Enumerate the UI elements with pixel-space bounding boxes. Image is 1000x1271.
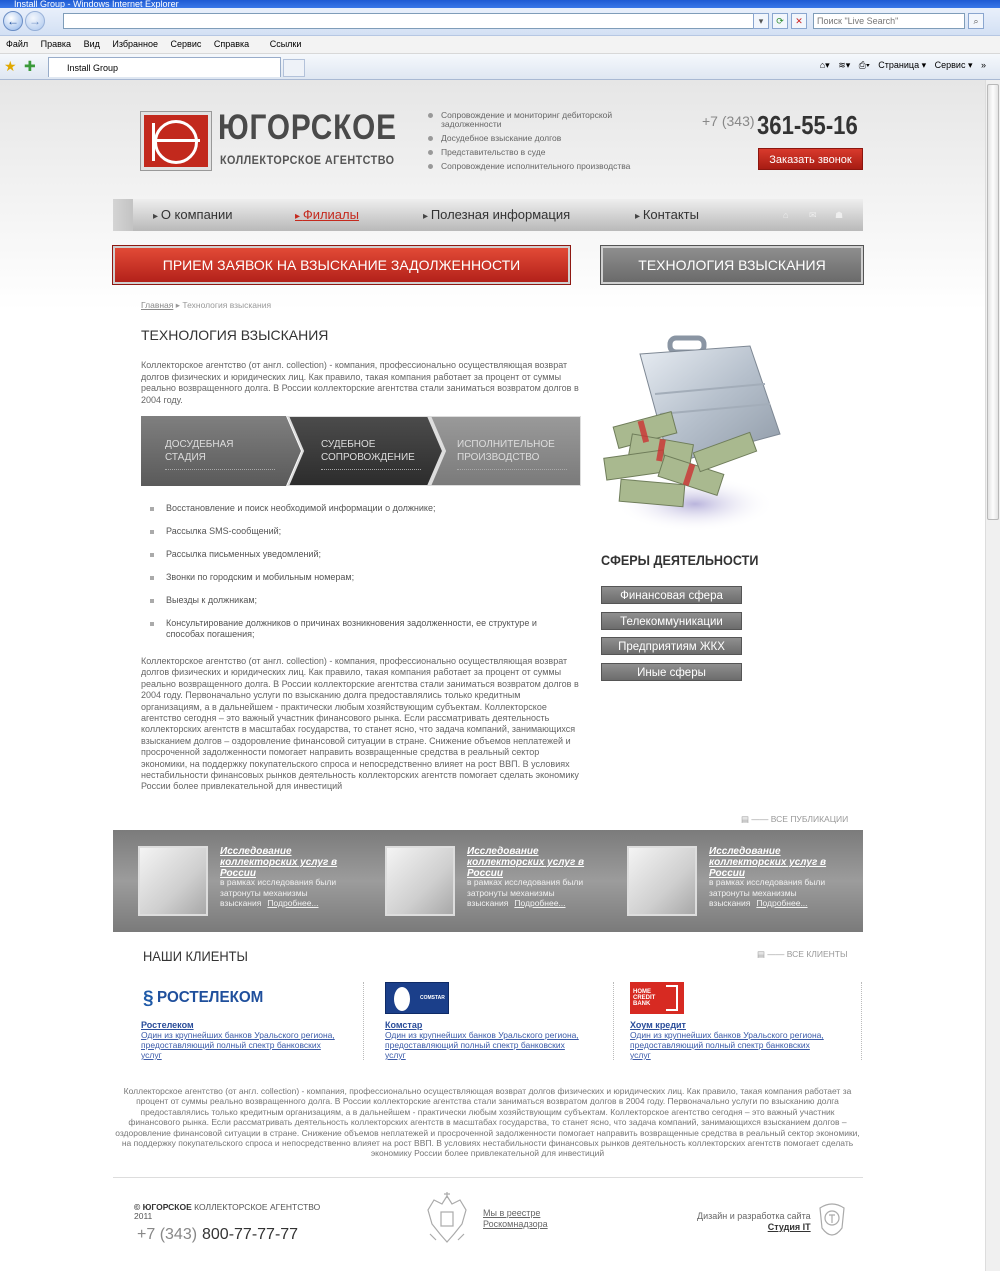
sitemap-icon[interactable]: ☗ [835, 210, 844, 220]
feeds-icon[interactable]: ≋▾ [838, 60, 851, 70]
home-credit-logo-text: HOME CREDIT BANK [633, 989, 656, 1007]
logo-ring-icon [154, 120, 198, 164]
home-icon[interactable]: ⌂▾ [819, 60, 830, 70]
logo-mark[interactable] [141, 112, 211, 170]
client-desc[interactable]: Один из крупнейших банков Уральского региона, предоставляющий полный спектр банковских услуг [630, 1030, 824, 1060]
menu-tools[interactable]: Сервис [170, 39, 202, 49]
rostelecom-logo-text: РОСТЕЛЕКОМ [157, 989, 264, 1006]
client-divider [363, 982, 364, 1060]
client-name[interactable]: Ростелеком [141, 1020, 194, 1030]
footer-divider [113, 1177, 863, 1178]
stop-icon[interactable]: ✕ [791, 13, 807, 29]
tab-label: Install Group [67, 63, 119, 73]
more-link[interactable]: Подробнее... [267, 898, 319, 908]
header-phone-number: 361-55-16 [757, 110, 858, 140]
command-bar [814, 60, 986, 71]
clients-title: НАШИ КЛИЕНТЫ [143, 948, 248, 964]
menu-links[interactable]: Ссылки [269, 39, 302, 49]
home-credit-house-icon [666, 985, 678, 1011]
address-dropdown-icon[interactable]: ▾ [753, 13, 769, 29]
publication-desc-text: в рамках исследования были затронуты механизмы взыскания [220, 877, 337, 908]
sphere-other-button[interactable]: Иные сферы [601, 663, 742, 681]
callback-button[interactable]: Заказать звонок [758, 148, 863, 170]
technology-banner[interactable]: ТЕХНОЛОГИЯ ВЗЫСКАНИЯ [601, 246, 863, 284]
nav-tip [113, 199, 133, 231]
more-icon[interactable]: » [980, 60, 986, 70]
client-desc[interactable]: Один из крупнейших банков Уральского региона, предоставляющий полный спектр банковских услуг [141, 1030, 335, 1060]
vertical-scrollbar[interactable] [985, 80, 1000, 1271]
client-card [385, 982, 610, 1060]
stage-pretrial[interactable] [165, 416, 275, 486]
comstar-logo[interactable] [385, 982, 610, 1016]
stage-court[interactable] [321, 416, 421, 486]
logo-subtitle: КОЛЛЕКТОРСКОЕ АГЕНТСТВО [220, 153, 395, 167]
address-input[interactable] [63, 13, 763, 29]
service-item: Представительство в суде [428, 148, 668, 157]
client-desc[interactable]: Один из крупнейших банков Уральского региона, предоставляющий полный спектр банковских услуг [385, 1030, 579, 1060]
registry-link[interactable]: Мы в реестре Роскомнадзора [483, 1208, 548, 1229]
breadcrumb [141, 300, 271, 311]
menu-bar [0, 36, 1000, 54]
sphere-housing-button[interactable]: Предприятиям ЖКХ [601, 637, 742, 655]
live-search-input[interactable]: Поиск "Live Search" [813, 13, 965, 29]
client-card [630, 982, 855, 1060]
copyright-year: 2011 [134, 1211, 153, 1221]
stage-label: ДОСУДЕБНАЯ СТАДИЯ [165, 438, 275, 470]
briefcase-money-image [600, 324, 790, 534]
design-label: Дизайн и разработка сайта [697, 1211, 811, 1221]
stage-label: СУДЕБНОЕ СОПРОВОЖДЕНИЕ [321, 438, 421, 470]
tools-menu[interactable]: Сервис ▾ [934, 60, 973, 70]
nav-item-useful-info[interactable]: ▸ Полезная информация [423, 207, 570, 222]
list-item: Рассылка письменных уведомлений; [150, 549, 580, 560]
client-name[interactable]: Хоум кредит [630, 1020, 686, 1030]
studio-it-emblem-icon[interactable] [814, 1198, 850, 1246]
header-phone-code: +7 (343) [702, 113, 755, 129]
sphere-finance-button[interactable]: Финансовая сфера [601, 586, 742, 604]
page-menu[interactable]: Страница ▾ [878, 60, 927, 70]
services-bullets [150, 503, 580, 652]
publication-title[interactable]: Исследование коллекторских услуг в России [220, 846, 338, 879]
new-tab-button[interactable] [283, 59, 305, 77]
home-credit-logo-box [630, 982, 684, 1014]
rostelecom-logo[interactable] [141, 982, 366, 1016]
publication-desc-text: в рамках исследования были затронуты механизмы взыскания [709, 877, 826, 908]
glasses-thumbnail[interactable] [138, 846, 208, 916]
footer-phone-code: +7 (343) [137, 1226, 198, 1243]
publications-strip [113, 830, 863, 932]
more-link[interactable]: Подробнее... [756, 898, 808, 908]
spheres-title: СФЕРЫ ДЕЯТЕЛЬНОСТИ [601, 552, 759, 568]
rostelecom-logo-icon: § [143, 988, 154, 1009]
sphere-telecom-button[interactable]: Телекоммуникации [601, 612, 742, 630]
publication-card [385, 846, 615, 918]
services-list [428, 111, 668, 176]
stage-enforcement[interactable] [457, 416, 567, 486]
publication-desc [709, 877, 844, 909]
client-divider [861, 982, 862, 1060]
copyright-brand: © ЮГОРСКОЕ [134, 1202, 192, 1212]
menu-help[interactable]: Справка [213, 39, 250, 49]
document-icon: ▤ —— [741, 814, 771, 824]
refresh-icon[interactable]: ⟳ [772, 13, 788, 29]
service-item: Сопровождение исполнительного производства [428, 162, 668, 171]
all-publications-label: ВСЕ ПУБЛИКАЦИИ [770, 814, 849, 824]
client-name[interactable]: Комстар [385, 1020, 423, 1030]
breadcrumb-separator-icon: ▸ [175, 300, 183, 310]
list-item: Звонки по городским и мобильным номерам; [150, 572, 580, 583]
all-clients-link[interactable] [757, 949, 848, 960]
publication-card [627, 846, 857, 918]
mail-icon[interactable]: ✉ [809, 210, 817, 220]
menu-view[interactable]: Вид [83, 39, 100, 49]
client-card [141, 982, 366, 1060]
list-item: Консультирование должников о причинах возникновения задолженности, ее структуре и способах погашения; [150, 618, 540, 640]
document-icon: ▤ —— [757, 949, 787, 959]
address-bar-row [0, 8, 1000, 36]
logo-title[interactable]: ЮГОРСКОЕ [218, 108, 397, 147]
coat-of-arms-icon [420, 1190, 474, 1248]
favorites-star-icon[interactable]: ★ [4, 58, 17, 74]
web-page [0, 80, 985, 1271]
window-title-bar [0, 0, 1000, 8]
copyright [134, 1202, 320, 1212]
home-icon[interactable]: ⌂ [783, 210, 789, 220]
all-publications-link[interactable] [741, 814, 848, 825]
client-divider [613, 982, 614, 1060]
tab-install-group[interactable] [48, 57, 281, 77]
window-title: Install Group - Windows Internet Explorer [14, 0, 179, 8]
service-item: Сопровождение и мониторинг дебиторской задолженности [428, 111, 668, 129]
stages-arrows [141, 416, 581, 486]
menu-edit[interactable]: Правка [40, 39, 72, 49]
publication-desc-text: в рамках исследования были затронуты механизмы взыскания [467, 877, 584, 908]
body-text: Коллекторское агентство (от англ. collection) - компания, профессионально осуществляющая возврат долгов физических и юридических лиц. Как правило, такая компания работает за процент от суммы реально возвращенного долга. В России коллекторские агентства стали заниматься возвратом долгов в 2004 году. Первоначально услуги по взысканию долга предоставлялись только кредитным организациям, а в дальнейшем - практически любым хозяйствующим субъектам. Коллекторское агентство сегодня – это важный участник финансового рынка. Если рассматривать деятельность коллекторских агентств в масштабах государства, то станет ясно, что задача компаний, занимающихся взысканием долгов – оздоровление финансовой ситуации в стране. Снижение объемов неплатежей и просроченной задолженности помогает направить возвращенные средства в реальный сектор экономики, на поддержку покупательского спроса и непосредственно влияет на рост ВВП. В условиях нестабильности финансовых рынков деятельность коллекторских агентств помогает сделать экономику России более привлекательной для инвестиций [141, 656, 579, 792]
service-item: Досудебное взыскание долгов [428, 134, 668, 143]
list-item: Рассылка SMS-сообщений; [150, 526, 580, 537]
add-favorite-icon[interactable]: ✚ [24, 58, 36, 74]
list-item: Выезды к должникам; [150, 595, 580, 606]
print-icon[interactable]: ⎙▾ [858, 60, 870, 70]
page-title: ТЕХНОЛОГИЯ ВЗЫСКАНИЯ [141, 327, 329, 343]
publication-title[interactable]: Исследование коллекторских услуг в России [467, 846, 585, 879]
comstar-logo-box [385, 982, 449, 1014]
copyright-rest: КОЛЛЕКТОРСКОЕ АГЕНТСТВО [194, 1202, 321, 1212]
search-icon[interactable]: ⌕ [968, 13, 984, 29]
studio-link[interactable]: Студия IT [767, 1222, 811, 1232]
glasses-thumbnail[interactable] [627, 846, 697, 916]
logo-stem [152, 123, 155, 161]
breadcrumb-current: Технология взыскания [182, 300, 272, 310]
intro-text: Коллекторское агентство (от англ. collection) - компания, профессионально осуществляющая возврат долгов физических и юридических лиц. Как правило, такая компания работает за процент от суммы реально возвращенного долга. В России коллекторские агентства стали заниматься возвратом долгов в 2004 году. [141, 360, 579, 405]
all-clients-label: ВСЕ КЛИЕНТЫ [786, 949, 848, 959]
stage-label: ИСПОЛНИТЕЛЬНОЕ ПРОИЗВОДСТВО [457, 438, 567, 470]
menu-file[interactable]: Файл [6, 39, 29, 49]
breadcrumb-home[interactable]: Главная [141, 300, 174, 310]
publication-title[interactable]: Исследование коллекторских услуг в России [709, 846, 827, 879]
home-credit-logo[interactable] [630, 982, 855, 1016]
glasses-thumbnail[interactable] [385, 846, 455, 916]
nav-item-contacts[interactable]: ▸ Контакты [635, 207, 699, 222]
request-banner[interactable]: ПРИЕМ ЗАЯВОК НА ВЗЫСКАНИЕ ЗАДОЛЖЕННОСТИ [113, 246, 570, 284]
main-nav [113, 199, 863, 231]
tab-bar [0, 54, 1000, 80]
list-item: Восстановление и поиск необходимой информации о должнике; [150, 503, 580, 514]
back-arrow-icon[interactable]: ← [3, 11, 23, 31]
scrollbar-thumb[interactable] [987, 84, 999, 520]
publication-desc [220, 877, 355, 909]
publication-card [138, 846, 368, 918]
footer-phone-number: 800-77-77-77 [202, 1226, 299, 1243]
more-link[interactable]: Подробнее... [514, 898, 566, 908]
nav-item-branches[interactable]: ▸ Филиалы [295, 207, 359, 222]
design-credit [697, 1211, 811, 1233]
menu-favorites[interactable]: Избранное [112, 39, 159, 49]
forward-arrow-icon[interactable]: → [25, 11, 45, 31]
nav-item-about[interactable]: ▸ О компании [153, 207, 233, 222]
comstar-logo-text: COMSTAR [420, 995, 445, 1001]
footer-text: Коллекторское агентство (от англ. collection) - компания, профессионально осуществляющая возврат долгов физических и юридических лиц. Как правило, такая компания работает за процент от суммы реально возвращенного долга. В России коллекторские агентства стали заниматься возвратом долгов в 2004 году. Первоначально услуги по взысканию долга предоставлялись только кредитным организациям, а в дальнейшем - практически любым хозяйствующим субъектам. Коллекторское агентство сегодня – это важный участник финансового рынка. Если рассматривать деятельность коллекторских агентств в масштабах государства, то станет ясно, что задача компаний, занимающихся взысканием долгов – оздоровление финансовой ситуации в стране. Снижение объемов неплатежей и просроченной задолженности помогает направить возвращенные средства в реальный сектор экономики, на поддержку покупательского спроса и непосредственно влияет на рост ВВП. В условиях нестабильности финансовых рынков деятельность коллекторских агентств помогает сделать экономику России более привлекательной для инвестиций [115, 1086, 860, 1159]
publication-desc [467, 877, 602, 909]
logo-bar [152, 139, 200, 142]
comstar-egg-icon [394, 987, 410, 1011]
